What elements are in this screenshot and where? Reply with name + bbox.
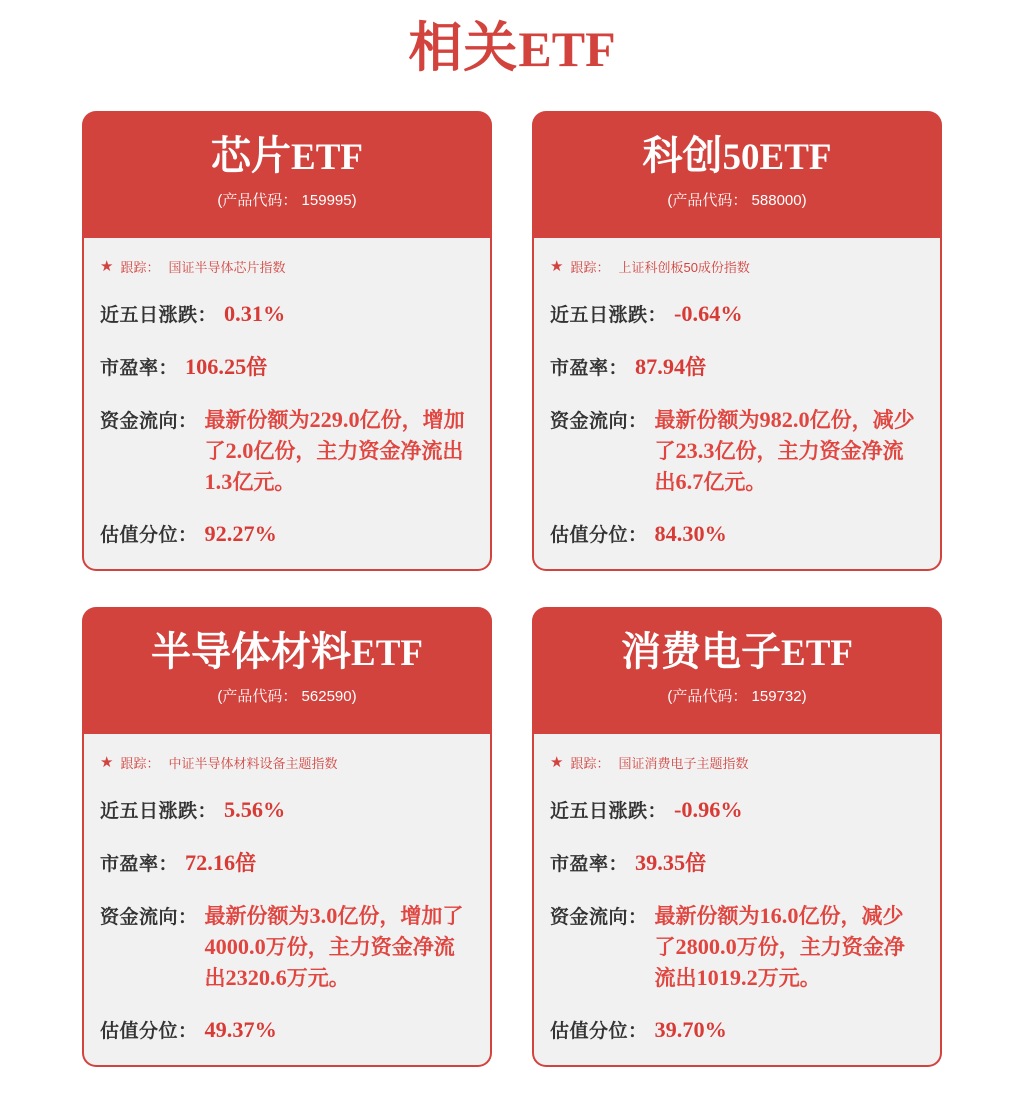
capital-flow-row [100,901,474,994]
etf-name-latin: 50ETF [722,136,832,178]
tracking-index: 上证科创板50成份指数 [618,259,750,275]
product-code: (产品代码： 562590) [217,688,357,706]
etf-name-cn: 科创 [642,133,723,178]
tracking-index: 中证半导体材料设备主题指数 [168,755,338,771]
page-title-cn: 相关 [408,18,519,78]
product-code: (产品代码： 159995) [217,192,357,210]
tracking-label: 跟踪： [120,259,160,275]
change-5d-row [550,299,924,331]
etf-card-header [82,607,492,734]
product-code: (产品代码： 588000) [667,192,807,210]
etf-name-cn: 芯片 [211,133,292,178]
capital-flow-row [550,405,924,498]
etf-name-cn: 半导体材料 [151,629,352,674]
change-5d-label: 近五日涨跌： [550,800,668,822]
tracking-row [100,257,474,276]
valuation-label: 估值分位： [100,524,198,546]
valuation-row [100,519,474,551]
pe-ratio-label: 市盈率： [550,357,629,379]
etf-name [532,134,942,179]
valuation-label: 估值分位： [550,1020,648,1042]
capital-flow-label: 资金流向： [100,410,198,432]
change-5d-row [550,795,924,827]
change-5d-value: -0.64% [674,300,743,326]
change-5d-value: -0.96% [674,796,743,822]
page-title-latin: ETF [518,21,616,77]
pe-ratio-value: 106.25倍 [185,353,268,379]
star-icon: ★ [100,753,114,771]
etf-card-header [532,607,942,734]
capital-flow-value: 最新份额为3.0亿份，增加了4000.0万份，主力资金净流出2320.6万元。 [204,902,464,990]
etf-card-body [82,238,492,571]
tracking-label: 跟踪： [120,755,160,771]
tracking-row [550,257,924,276]
pe-ratio-row [100,848,474,880]
capital-flow-value: 最新份额为982.0亿份，减少了23.3亿份，主力资金净流出6.7亿元。 [654,406,915,494]
valuation-row [550,519,924,551]
star-icon: ★ [550,257,564,275]
valuation-value: 49.37% [204,1016,277,1042]
etf-name-latin: ETF [781,632,853,674]
etf-name [532,630,942,675]
pe-ratio-value: 87.94倍 [635,353,707,379]
etf-card-body [532,734,942,1067]
tracking-index: 国证半导体芯片指数 [168,259,286,275]
etf-card-header [532,111,942,238]
capital-flow-value: 最新份额为16.0亿份，减少了2800.0万份，主力资金净流出1019.2万元。 [654,902,905,990]
change-5d-label: 近五日涨跌： [550,304,668,326]
valuation-value: 84.30% [654,520,727,546]
capital-flow-row [100,405,474,498]
pe-ratio-label: 市盈率： [100,357,179,379]
change-5d-label: 近五日涨跌： [100,304,218,326]
valuation-value: 92.27% [204,520,277,546]
capital-flow-value: 最新份额为229.0亿份，增加了2.0亿份，主力资金净流出1.3亿元。 [204,406,465,494]
change-5d-label: 近五日涨跌： [100,800,218,822]
product-code: (产品代码： 159732) [667,688,807,706]
pe-ratio-value: 72.16倍 [185,849,257,875]
etf-card-consumer-electronics [532,607,942,1067]
etf-card-grid [0,111,1024,1067]
capital-flow-row [550,901,924,994]
tracking-row [550,753,924,772]
valuation-row [550,1015,924,1047]
change-5d-row [100,795,474,827]
etf-name [82,134,492,179]
capital-flow-label: 资金流向： [550,410,648,432]
change-5d-value: 0.31% [224,300,286,326]
etf-name [82,630,492,675]
etf-card-star50 [532,111,942,571]
valuation-label: 估值分位： [550,524,648,546]
etf-name-latin: ETF [351,632,423,674]
tracking-row [100,753,474,772]
change-5d-value: 5.56% [224,796,286,822]
valuation-row [100,1015,474,1047]
etf-name-cn: 消费电子 [621,629,782,674]
star-icon: ★ [100,257,114,275]
etf-card-body [82,734,492,1067]
page-title [0,20,1024,77]
etf-card-header [82,111,492,238]
valuation-value: 39.70% [654,1016,727,1042]
capital-flow-label: 资金流向： [100,906,198,928]
star-icon: ★ [550,753,564,771]
pe-ratio-value: 39.35倍 [635,849,707,875]
pe-ratio-row [550,848,924,880]
change-5d-row [100,299,474,331]
etf-card-chip [82,111,492,571]
pe-ratio-row [100,352,474,384]
etf-card-semi-materials [82,607,492,1067]
capital-flow-label: 资金流向： [550,906,648,928]
pe-ratio-label: 市盈率： [100,853,179,875]
valuation-label: 估值分位： [100,1020,198,1042]
etf-name-latin: ETF [291,136,363,178]
tracking-index: 国证消费电子主题指数 [618,755,749,771]
tracking-label: 跟踪： [570,259,610,275]
etf-card-body [532,238,942,571]
pe-ratio-row [550,352,924,384]
tracking-label: 跟踪： [570,755,610,771]
pe-ratio-label: 市盈率： [550,853,629,875]
